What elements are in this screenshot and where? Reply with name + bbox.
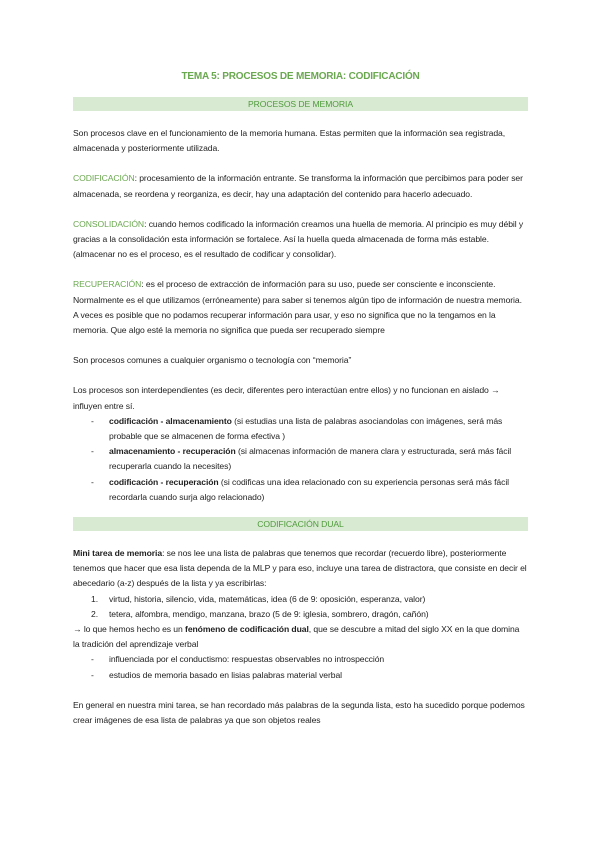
- phenomenon-list: [73, 652, 528, 682]
- phenomenon-post: , que se descubre a mitad del siglo XX en la que domina la tradición del aprendizaje verbal: [73, 624, 520, 650]
- common-paragraph: Son procesos comunes a cualquier organismo o tecnología con “memoria”: [73, 355, 352, 366]
- interdependence-paragraph: Los procesos son interdependientes (es decir, diferentes pero interactúan entre ellos) y no funcionan en aislado → influyen entre sí.: [73, 385, 500, 411]
- intro-paragraph: Son procesos clave en el funcionamiento de la memoria humana. Estas permiten que la información sea registrada, almacenada y posteriormente utilizada.: [73, 128, 506, 154]
- list-item-text: (si codificas una idea relacionado con su experiencia personas será más fácil recordarla cuando surja algo relacionado): [109, 476, 509, 502]
- document-title: TEMA 5: PROCESOS DE MEMORIA: CODIFICACIÓN: [181, 71, 420, 82]
- consolidacion-term: CONSOLIDACIÓN: [73, 218, 145, 229]
- list-item: [73, 414, 528, 444]
- list-item-text: tetera, alfombra, mendigo, manzana, brazo (5 de 9: iglesia, sombrero, dragón, cañón): [109, 608, 429, 619]
- mini-task-paragraph: [73, 546, 528, 592]
- codificacion-term: CODIFICACIÓN: [73, 173, 135, 184]
- list-item: - estudios de memoria basado en lisias palabras material verbal: [73, 668, 528, 683]
- list-item: [73, 592, 528, 607]
- conclusion-paragraph: En general en nuestra mini tarea, se han recordado más palabras de la segunda lista, esto ha sucedido porque podemos crear imágenes de esa lista de palabras ya que son objetos reales: [73, 699, 525, 726]
- list-item: [73, 444, 528, 474]
- codificacion-paragraph: [73, 171, 528, 201]
- consolidacion-text: : cuando hemos codificado la información creamos una huella de memoria. Al principio es muy débil y gracias a la consolidación esta información se fortalece. Así la huella queda almacenada de forma más estable.(almacenar no es el proceso, es el resultado de codificar y consolidar).: [73, 218, 524, 260]
- list-marker: 2.: [91, 608, 99, 619]
- recuperacion-paragraph: [73, 277, 528, 338]
- recuperacion-text: : es el proceso de extracción de información para su uso, puede ser consciente e inconsciente. Normalmente es el que utilizamos (erróneamente) para saber si tenemos algún tipo de información de nuestra memoria. A veces es posible que no podamos recuperar información para usar, y eso no significa que no la tengamos en la memoria. Que algo esté la memoria no significa que pueda ser recuperado siempre: [73, 279, 522, 336]
- phenomenon-paragraph: [73, 622, 528, 652]
- list-item: [73, 607, 528, 622]
- document-body: [73, 70, 528, 728]
- mini-task-bold: Mini tarea de memoria: [73, 548, 163, 559]
- recuperacion-term: RECUPERACIÓN: [73, 279, 142, 290]
- codificacion-text: : procesamiento de la información entrante. Se transforma la información que percibimos para poder ser almacenada, se reordena y reorganiza, es decir, hay una adaptación del contenido para hacerlo adecuado.: [73, 173, 523, 199]
- phenomenon-bold: fenómeno de codificación dual: [185, 624, 309, 635]
- list-item-bold: codificación - almacenamiento: [109, 415, 232, 426]
- mini-task-text: : se nos lee una lista de palabras que tenemos que recordar (recuerdo libre), posteriormente tenemos que hacer que esa lista dependa de la MLP y para eso, incluye una tarea de distractora, que consiste en decir el abecedario (a-z) después de la lista y ya escribirlas:: [73, 548, 527, 589]
- section-heading-procesos: PROCESOS DE MEMORIA: [73, 97, 528, 111]
- interdependence-list: [73, 414, 528, 505]
- list-item-bold: codificación - recuperación: [109, 476, 219, 487]
- list-item: - influenciada por el conductismo: respuestas observables no introspección: [73, 652, 528, 667]
- list-marker: 1.: [91, 593, 99, 604]
- list-item-text: virtud, historia, silencio, vida, matemáticas, idea (6 de 9: oposición, esperanza, valor): [109, 593, 426, 604]
- phenomenon-pre: → lo que hemos hecho es un: [73, 624, 186, 635]
- section-heading-dual: CODIFICACIÓN DUAL: [73, 517, 528, 531]
- consolidacion-paragraph: [73, 217, 528, 263]
- list-item-bold: almacenamiento - recuperación: [109, 446, 236, 457]
- list-item-text: (si estudias una lista de palabras asociandolas con imágenes, será más probable que se almacenen de forma efectiva ): [109, 415, 503, 442]
- list-item: [73, 475, 528, 505]
- word-lists: [73, 592, 528, 622]
- list-item-text: (si almacenas información de manera clara y estructurada, será más fácil recuperarla cuando la necesites): [109, 446, 512, 472]
